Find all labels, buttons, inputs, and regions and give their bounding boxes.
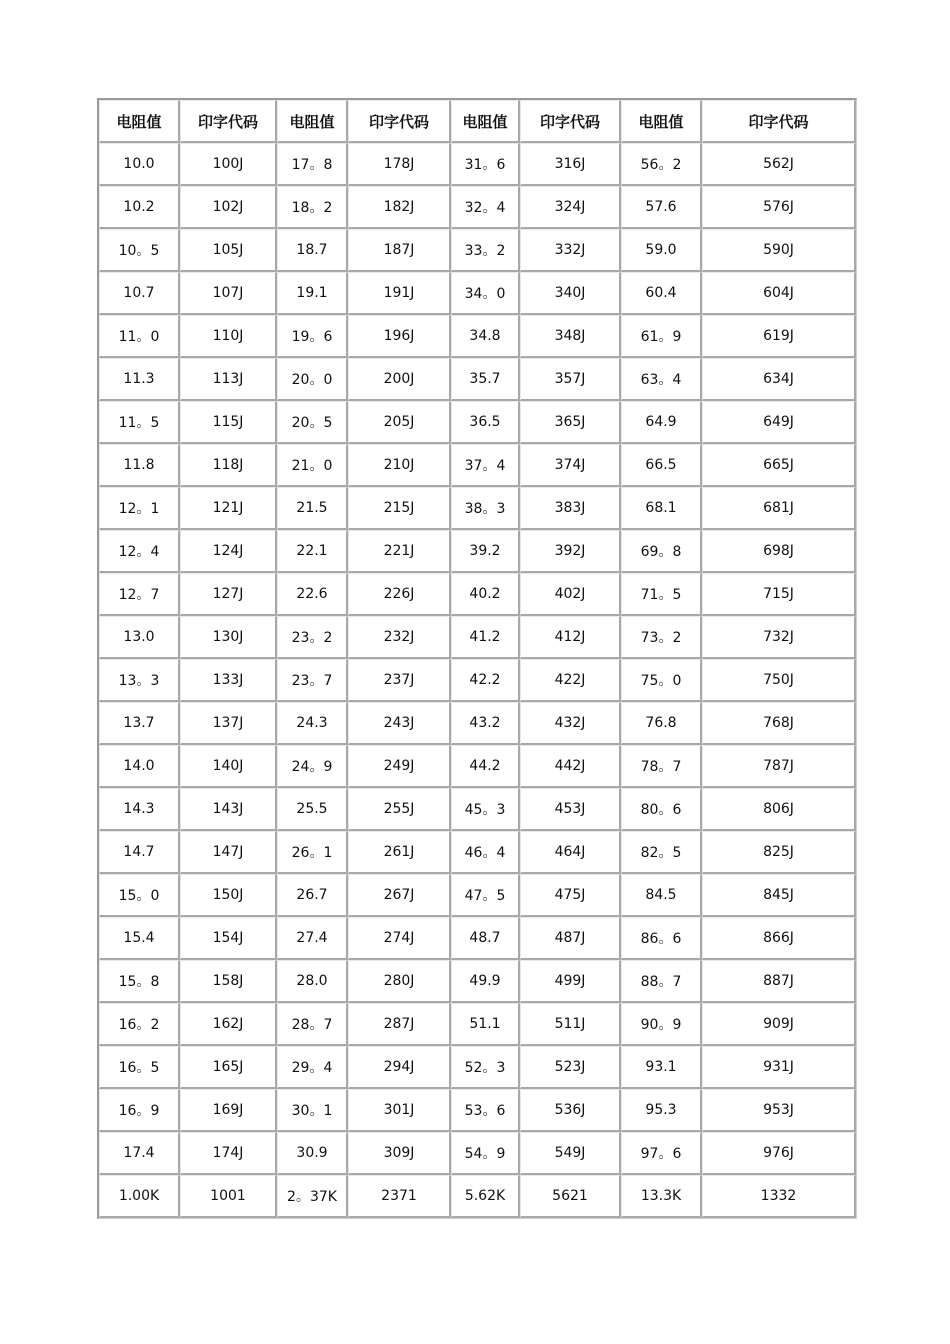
resistance-cell: 5.62K bbox=[451, 1175, 520, 1218]
table-header-row bbox=[99, 100, 856, 143]
resistance-cell: 37。4 bbox=[451, 444, 520, 487]
print-code-cell: 174J bbox=[180, 1132, 277, 1175]
print-code-cell: 649J bbox=[702, 401, 856, 444]
resistance-cell: 69。8 bbox=[621, 530, 702, 573]
print-code-cell: 698J bbox=[702, 530, 856, 573]
print-code-cell: 187J bbox=[348, 229, 451, 272]
table-row bbox=[99, 1046, 856, 1089]
print-code-cell: 576J bbox=[702, 186, 856, 229]
resistance-cell: 60.4 bbox=[621, 272, 702, 315]
resistance-cell: 34.8 bbox=[451, 315, 520, 358]
print-code-cell: 475J bbox=[520, 874, 621, 917]
print-code-cell: 210J bbox=[348, 444, 451, 487]
print-code-cell: 374J bbox=[520, 444, 621, 487]
print-code-cell: 100J bbox=[180, 143, 277, 186]
resistance-cell: 16。9 bbox=[99, 1089, 180, 1132]
resistance-cell: 39.2 bbox=[451, 530, 520, 573]
resistance-cell: 35.7 bbox=[451, 358, 520, 401]
print-code-cell: 681J bbox=[702, 487, 856, 530]
print-code-cell: 806J bbox=[702, 788, 856, 831]
print-code-cell: 165J bbox=[180, 1046, 277, 1089]
resistance-cell: 61。9 bbox=[621, 315, 702, 358]
print-code-cell: 590J bbox=[702, 229, 856, 272]
resistance-cell: 15.4 bbox=[99, 917, 180, 960]
print-code-cell: 2371 bbox=[348, 1175, 451, 1218]
resistance-cell: 18.7 bbox=[277, 229, 348, 272]
print-code-cell: 261J bbox=[348, 831, 451, 874]
header-resistance: 电阻值 bbox=[621, 100, 702, 143]
table-row bbox=[99, 1132, 856, 1175]
resistance-cell: 18。2 bbox=[277, 186, 348, 229]
print-code-cell: 464J bbox=[520, 831, 621, 874]
resistance-cell: 57.6 bbox=[621, 186, 702, 229]
resistor-code-table bbox=[97, 98, 857, 1219]
print-code-cell: 536J bbox=[520, 1089, 621, 1132]
resistance-cell: 95.3 bbox=[621, 1089, 702, 1132]
print-code-cell: 280J bbox=[348, 960, 451, 1003]
resistance-cell: 86。6 bbox=[621, 917, 702, 960]
resistance-cell: 16。5 bbox=[99, 1046, 180, 1089]
resistance-cell: 40.2 bbox=[451, 573, 520, 616]
resistance-cell: 33。2 bbox=[451, 229, 520, 272]
print-code-cell: 324J bbox=[520, 186, 621, 229]
print-code-cell: 232J bbox=[348, 616, 451, 659]
print-code-cell: 143J bbox=[180, 788, 277, 831]
print-code-cell: 110J bbox=[180, 315, 277, 358]
resistance-cell: 27.4 bbox=[277, 917, 348, 960]
table-row bbox=[99, 1003, 856, 1046]
print-code-cell: 909J bbox=[702, 1003, 856, 1046]
resistance-cell: 21。0 bbox=[277, 444, 348, 487]
resistance-cell: 66.5 bbox=[621, 444, 702, 487]
header-resistance: 电阻值 bbox=[277, 100, 348, 143]
resistance-cell: 59.0 bbox=[621, 229, 702, 272]
resistance-cell: 80。6 bbox=[621, 788, 702, 831]
print-code-cell: 383J bbox=[520, 487, 621, 530]
print-code-cell: 267J bbox=[348, 874, 451, 917]
resistance-cell: 90。9 bbox=[621, 1003, 702, 1046]
table-row bbox=[99, 358, 856, 401]
print-code-cell: 162J bbox=[180, 1003, 277, 1046]
print-code-cell: 137J bbox=[180, 702, 277, 745]
resistance-cell: 44.2 bbox=[451, 745, 520, 788]
header-resistance: 电阻值 bbox=[99, 100, 180, 143]
header-resistance: 电阻值 bbox=[451, 100, 520, 143]
print-code-cell: 294J bbox=[348, 1046, 451, 1089]
print-code-cell: 715J bbox=[702, 573, 856, 616]
print-code-cell: 332J bbox=[520, 229, 621, 272]
resistance-cell: 32。4 bbox=[451, 186, 520, 229]
resistance-cell: 20。5 bbox=[277, 401, 348, 444]
print-code-cell: 499J bbox=[520, 960, 621, 1003]
resistance-cell: 20。0 bbox=[277, 358, 348, 401]
resistance-cell: 41.2 bbox=[451, 616, 520, 659]
resistance-cell: 19.1 bbox=[277, 272, 348, 315]
resistance-cell: 22.6 bbox=[277, 573, 348, 616]
resistance-cell: 10.0 bbox=[99, 143, 180, 186]
resistance-cell: 64.9 bbox=[621, 401, 702, 444]
table-row bbox=[99, 702, 856, 745]
table-row bbox=[99, 444, 856, 487]
print-code-cell: 1332 bbox=[702, 1175, 856, 1218]
print-code-cell: 562J bbox=[702, 143, 856, 186]
print-code-cell: 107J bbox=[180, 272, 277, 315]
resistance-cell: 68.1 bbox=[621, 487, 702, 530]
print-code-cell: 158J bbox=[180, 960, 277, 1003]
print-code-cell: 196J bbox=[348, 315, 451, 358]
print-code-cell: 845J bbox=[702, 874, 856, 917]
resistance-cell: 49.9 bbox=[451, 960, 520, 1003]
print-code-cell: 105J bbox=[180, 229, 277, 272]
print-code-cell: 118J bbox=[180, 444, 277, 487]
print-code-cell: 147J bbox=[180, 831, 277, 874]
print-code-cell: 432J bbox=[520, 702, 621, 745]
resistance-cell: 24。9 bbox=[277, 745, 348, 788]
resistance-cell: 13.7 bbox=[99, 702, 180, 745]
resistance-cell: 52。3 bbox=[451, 1046, 520, 1089]
print-code-cell: 130J bbox=[180, 616, 277, 659]
resistance-cell: 10。5 bbox=[99, 229, 180, 272]
table-body bbox=[99, 143, 856, 1218]
print-code-cell: 487J bbox=[520, 917, 621, 960]
table-row bbox=[99, 874, 856, 917]
print-code-cell: 750J bbox=[702, 659, 856, 702]
table-row bbox=[99, 831, 856, 874]
print-code-cell: 301J bbox=[348, 1089, 451, 1132]
table-row bbox=[99, 745, 856, 788]
resistance-cell: 2。37K bbox=[277, 1175, 348, 1218]
resistance-cell: 12。7 bbox=[99, 573, 180, 616]
print-code-cell: 121J bbox=[180, 487, 277, 530]
resistance-cell: 19。6 bbox=[277, 315, 348, 358]
print-code-cell: 511J bbox=[520, 1003, 621, 1046]
print-code-cell: 523J bbox=[520, 1046, 621, 1089]
resistance-cell: 46。4 bbox=[451, 831, 520, 874]
resistance-cell: 93.1 bbox=[621, 1046, 702, 1089]
header-print-code: 印字代码 bbox=[520, 100, 621, 143]
print-code-cell: 634J bbox=[702, 358, 856, 401]
print-code-cell: 133J bbox=[180, 659, 277, 702]
resistance-cell: 17.4 bbox=[99, 1132, 180, 1175]
resistance-cell: 30。1 bbox=[277, 1089, 348, 1132]
resistance-cell: 38。3 bbox=[451, 487, 520, 530]
print-code-cell: 442J bbox=[520, 745, 621, 788]
resistance-cell: 34。0 bbox=[451, 272, 520, 315]
resistance-cell: 76.8 bbox=[621, 702, 702, 745]
resistance-cell: 21.5 bbox=[277, 487, 348, 530]
resistance-cell: 42.2 bbox=[451, 659, 520, 702]
resistance-cell: 13。3 bbox=[99, 659, 180, 702]
resistance-cell: 28.0 bbox=[277, 960, 348, 1003]
header-print-code: 印字代码 bbox=[702, 100, 856, 143]
print-code-cell: 348J bbox=[520, 315, 621, 358]
table-row bbox=[99, 1089, 856, 1132]
print-code-cell: 665J bbox=[702, 444, 856, 487]
print-code-cell: 127J bbox=[180, 573, 277, 616]
print-code-cell: 787J bbox=[702, 745, 856, 788]
print-code-cell: 274J bbox=[348, 917, 451, 960]
table-row bbox=[99, 788, 856, 831]
resistance-cell: 71。5 bbox=[621, 573, 702, 616]
resistance-cell: 11.3 bbox=[99, 358, 180, 401]
resistance-cell: 97。6 bbox=[621, 1132, 702, 1175]
print-code-cell: 150J bbox=[180, 874, 277, 917]
header-print-code: 印字代码 bbox=[180, 100, 277, 143]
resistance-cell: 73。2 bbox=[621, 616, 702, 659]
resistance-cell: 45。3 bbox=[451, 788, 520, 831]
resistance-cell: 31。6 bbox=[451, 143, 520, 186]
resistance-cell: 26.7 bbox=[277, 874, 348, 917]
print-code-cell: 249J bbox=[348, 745, 451, 788]
table-row bbox=[99, 960, 856, 1003]
print-code-cell: 953J bbox=[702, 1089, 856, 1132]
print-code-cell: 422J bbox=[520, 659, 621, 702]
print-code-cell: 182J bbox=[348, 186, 451, 229]
table-row bbox=[99, 272, 856, 315]
print-code-cell: 113J bbox=[180, 358, 277, 401]
resistance-cell: 48.7 bbox=[451, 917, 520, 960]
table-row bbox=[99, 917, 856, 960]
resistance-cell: 88。7 bbox=[621, 960, 702, 1003]
print-code-cell: 309J bbox=[348, 1132, 451, 1175]
table-row bbox=[99, 573, 856, 616]
print-code-cell: 205J bbox=[348, 401, 451, 444]
table-row bbox=[99, 229, 856, 272]
resistance-cell: 22.1 bbox=[277, 530, 348, 573]
print-code-cell: 453J bbox=[520, 788, 621, 831]
print-code-cell: 287J bbox=[348, 1003, 451, 1046]
resistance-cell: 13.3K bbox=[621, 1175, 702, 1218]
resistance-cell: 36.5 bbox=[451, 401, 520, 444]
print-code-cell: 115J bbox=[180, 401, 277, 444]
print-code-cell: 191J bbox=[348, 272, 451, 315]
print-code-cell: 154J bbox=[180, 917, 277, 960]
resistance-cell: 23。7 bbox=[277, 659, 348, 702]
print-code-cell: 226J bbox=[348, 573, 451, 616]
resistance-cell: 15。0 bbox=[99, 874, 180, 917]
resistance-cell: 51.1 bbox=[451, 1003, 520, 1046]
resistance-cell: 82。5 bbox=[621, 831, 702, 874]
resistance-cell: 23。2 bbox=[277, 616, 348, 659]
print-code-cell: 340J bbox=[520, 272, 621, 315]
resistance-cell: 17。8 bbox=[277, 143, 348, 186]
print-code-cell: 549J bbox=[520, 1132, 621, 1175]
resistance-cell: 14.7 bbox=[99, 831, 180, 874]
print-code-cell: 392J bbox=[520, 530, 621, 573]
resistance-cell: 56。2 bbox=[621, 143, 702, 186]
print-code-cell: 402J bbox=[520, 573, 621, 616]
print-code-cell: 102J bbox=[180, 186, 277, 229]
resistance-cell: 75。0 bbox=[621, 659, 702, 702]
table-row bbox=[99, 530, 856, 573]
print-code-cell: 255J bbox=[348, 788, 451, 831]
print-code-cell: 124J bbox=[180, 530, 277, 573]
resistance-cell: 13.0 bbox=[99, 616, 180, 659]
print-code-cell: 5621 bbox=[520, 1175, 621, 1218]
print-code-cell: 365J bbox=[520, 401, 621, 444]
resistance-cell: 47。5 bbox=[451, 874, 520, 917]
resistance-cell: 63。4 bbox=[621, 358, 702, 401]
print-code-cell: 732J bbox=[702, 616, 856, 659]
resistance-cell: 28。7 bbox=[277, 1003, 348, 1046]
resistance-cell: 16。2 bbox=[99, 1003, 180, 1046]
resistance-cell: 1.00K bbox=[99, 1175, 180, 1218]
print-code-cell: 412J bbox=[520, 616, 621, 659]
print-code-cell: 866J bbox=[702, 917, 856, 960]
print-code-cell: 200J bbox=[348, 358, 451, 401]
resistance-cell: 25.5 bbox=[277, 788, 348, 831]
print-code-cell: 237J bbox=[348, 659, 451, 702]
print-code-cell: 178J bbox=[348, 143, 451, 186]
print-code-cell: 887J bbox=[702, 960, 856, 1003]
resistance-cell: 30.9 bbox=[277, 1132, 348, 1175]
resistance-cell: 11。0 bbox=[99, 315, 180, 358]
print-code-cell: 243J bbox=[348, 702, 451, 745]
resistance-cell: 24.3 bbox=[277, 702, 348, 745]
table-row bbox=[99, 186, 856, 229]
resistance-cell: 15。8 bbox=[99, 960, 180, 1003]
print-code-cell: 1001 bbox=[180, 1175, 277, 1218]
print-code-cell: 931J bbox=[702, 1046, 856, 1089]
resistance-cell: 14.3 bbox=[99, 788, 180, 831]
resistance-cell: 54。9 bbox=[451, 1132, 520, 1175]
print-code-cell: 768J bbox=[702, 702, 856, 745]
resistance-cell: 11。5 bbox=[99, 401, 180, 444]
print-code-cell: 619J bbox=[702, 315, 856, 358]
print-code-cell: 169J bbox=[180, 1089, 277, 1132]
table-row bbox=[99, 659, 856, 702]
resistance-cell: 84.5 bbox=[621, 874, 702, 917]
table-row bbox=[99, 1175, 856, 1218]
print-code-cell: 604J bbox=[702, 272, 856, 315]
print-code-cell: 316J bbox=[520, 143, 621, 186]
table-row bbox=[99, 487, 856, 530]
print-code-cell: 140J bbox=[180, 745, 277, 788]
print-code-cell: 825J bbox=[702, 831, 856, 874]
resistance-cell: 12。4 bbox=[99, 530, 180, 573]
table-row bbox=[99, 315, 856, 358]
resistance-cell: 14.0 bbox=[99, 745, 180, 788]
print-code-cell: 215J bbox=[348, 487, 451, 530]
resistance-cell: 10.2 bbox=[99, 186, 180, 229]
table-row bbox=[99, 401, 856, 444]
resistance-cell: 26。1 bbox=[277, 831, 348, 874]
resistance-cell: 29。4 bbox=[277, 1046, 348, 1089]
print-code-cell: 221J bbox=[348, 530, 451, 573]
resistance-cell: 78。7 bbox=[621, 745, 702, 788]
print-code-cell: 976J bbox=[702, 1132, 856, 1175]
resistance-cell: 43.2 bbox=[451, 702, 520, 745]
table-row bbox=[99, 616, 856, 659]
resistance-cell: 12。1 bbox=[99, 487, 180, 530]
resistance-cell: 11.8 bbox=[99, 444, 180, 487]
resistance-cell: 53。6 bbox=[451, 1089, 520, 1132]
resistance-cell: 10.7 bbox=[99, 272, 180, 315]
print-code-cell: 357J bbox=[520, 358, 621, 401]
table-row bbox=[99, 143, 856, 186]
header-print-code: 印字代码 bbox=[348, 100, 451, 143]
